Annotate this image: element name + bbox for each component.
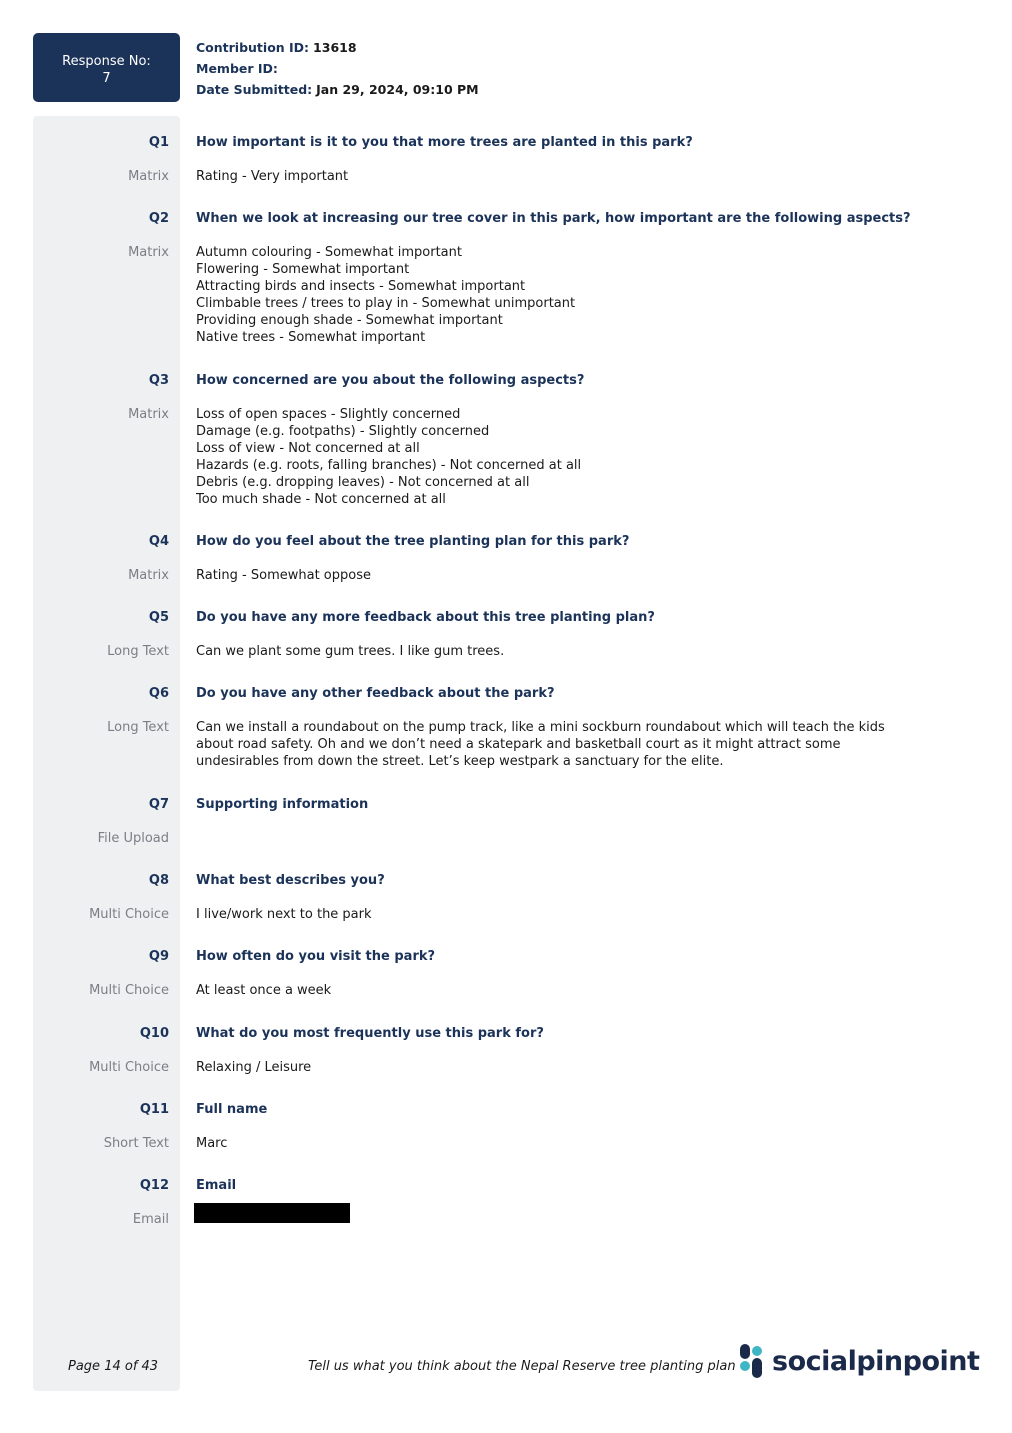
question-type: Matrix bbox=[128, 245, 169, 260]
question-type: File Upload bbox=[97, 831, 169, 846]
logo-text: socialpinpoint bbox=[772, 1345, 980, 1377]
question-type: Email bbox=[132, 1212, 169, 1227]
answer-line: Attracting birds and insects - Somewhat important bbox=[196, 279, 526, 294]
date-submitted-row bbox=[196, 79, 479, 100]
answer bbox=[196, 406, 926, 508]
question-type: Long Text bbox=[107, 720, 169, 735]
question-text: What do you most frequently use this park for? bbox=[196, 1026, 544, 1041]
answer bbox=[196, 1211, 926, 1223]
question-number: Q5 bbox=[148, 610, 169, 625]
response-badge bbox=[33, 33, 180, 102]
answer bbox=[196, 982, 926, 999]
answer-line: Climbable trees / trees to play in - Somewhat unimportant bbox=[196, 296, 576, 311]
question-text: Email bbox=[196, 1178, 237, 1193]
survey-title: Tell us what you think about the Nepal Reserve tree planting plan bbox=[308, 1359, 736, 1374]
answer-line: At least once a week bbox=[196, 983, 332, 998]
answer-line: Marc bbox=[196, 1136, 228, 1151]
question-text: How often do you visit the park? bbox=[196, 949, 436, 964]
answer-line: Relaxing / Leisure bbox=[196, 1060, 312, 1075]
question-type: Multi Choice bbox=[89, 983, 169, 998]
answer-paragraph: Can we install a roundabout on the pump track, like a mini sockburn roundabout which will teach the kids about road safety. Oh and we don’t need a skatepark and basketball court as it might attract some undesirables from down the street. Let’s keep westpark a sanctuary for the elite. bbox=[196, 720, 885, 769]
answer bbox=[196, 719, 926, 770]
submission-meta bbox=[196, 37, 479, 100]
answer-line: Can we plant some gum trees. I like gum trees. bbox=[196, 644, 505, 659]
question-text: Do you have any more feedback about this tree planting plan? bbox=[196, 610, 655, 625]
question-text: When we look at increasing our tree cover in this park, how important are the following aspects? bbox=[196, 211, 911, 226]
response-label: Response No: bbox=[62, 54, 151, 69]
answer-line: I live/work next to the park bbox=[196, 907, 372, 922]
question-type: Matrix bbox=[128, 407, 169, 422]
answer-line: Too much shade - Not concerned at all bbox=[196, 492, 446, 507]
socialpinpoint-logo bbox=[740, 1343, 979, 1379]
date-submitted-value: Jan 29, 2024, 09:10 PM bbox=[316, 82, 479, 97]
answer bbox=[196, 244, 926, 346]
contribution-id-row bbox=[196, 37, 479, 58]
question-text: Supporting information bbox=[196, 797, 369, 812]
question-number: Q9 bbox=[148, 949, 169, 964]
question-number: Q3 bbox=[148, 373, 169, 388]
question-type: Matrix bbox=[128, 169, 169, 184]
answer-line: Flowering - Somewhat important bbox=[196, 262, 410, 277]
pinpoint-logo-icon bbox=[740, 1344, 764, 1378]
answer-line: Loss of view - Not concerned at all bbox=[196, 441, 420, 456]
question-sidebar bbox=[33, 116, 180, 1391]
question-number: Q1 bbox=[148, 135, 169, 150]
question-number: Q12 bbox=[139, 1178, 169, 1193]
question-text: What best describes you? bbox=[196, 873, 385, 888]
answer-line: Hazards (e.g. roots, falling branches) - Not concerned at all bbox=[196, 458, 582, 473]
answer-line: Rating - Somewhat oppose bbox=[196, 568, 371, 583]
question-number: Q8 bbox=[148, 873, 169, 888]
answer bbox=[196, 1135, 926, 1152]
question-type: Long Text bbox=[107, 644, 169, 659]
question-text: How do you feel about the tree planting plan for this park? bbox=[196, 534, 630, 549]
answer bbox=[196, 567, 926, 584]
question-text: Full name bbox=[196, 1102, 268, 1117]
page-number: Page 14 of 43 bbox=[68, 1359, 159, 1374]
question-text: Do you have any other feedback about the park? bbox=[196, 686, 555, 701]
member-id-label: Member ID: bbox=[196, 61, 278, 76]
question-type: Multi Choice bbox=[89, 907, 169, 922]
contribution-id-value: 13618 bbox=[313, 40, 357, 55]
question-type: Matrix bbox=[128, 568, 169, 583]
question-number: Q7 bbox=[148, 797, 169, 812]
question-number: Q2 bbox=[148, 211, 169, 226]
response-number: 7 bbox=[102, 71, 111, 86]
redacted-email-block bbox=[194, 1203, 350, 1223]
answer bbox=[196, 906, 926, 923]
question-text: How concerned are you about the following aspects? bbox=[196, 373, 585, 388]
member-id-row bbox=[196, 58, 479, 79]
answer-line: Loss of open spaces - Slightly concerned bbox=[196, 407, 461, 422]
answer-line: Autumn colouring - Somewhat important bbox=[196, 245, 462, 260]
question-type: Short Text bbox=[103, 1136, 169, 1151]
answer-line: Rating - Very important bbox=[196, 169, 349, 184]
answer-line: Debris (e.g. dropping leaves) - Not concerned at all bbox=[196, 475, 530, 490]
answer-line: Providing enough shade - Somewhat important bbox=[196, 313, 503, 328]
question-number: Q6 bbox=[148, 686, 169, 701]
answer-line: Damage (e.g. footpaths) - Slightly concerned bbox=[196, 424, 490, 439]
question-number: Q4 bbox=[148, 534, 169, 549]
question-text: How important is it to you that more trees are planted in this park? bbox=[196, 135, 693, 150]
answer bbox=[196, 168, 926, 185]
answer bbox=[196, 1059, 926, 1076]
question-number: Q10 bbox=[139, 1026, 169, 1041]
date-submitted-label: Date Submitted: bbox=[196, 82, 313, 97]
answer bbox=[196, 643, 926, 660]
question-type: Multi Choice bbox=[89, 1060, 169, 1075]
question-number: Q11 bbox=[139, 1102, 169, 1117]
contribution-id-label: Contribution ID: bbox=[196, 40, 310, 55]
answer-line: Native trees - Somewhat important bbox=[196, 330, 426, 345]
